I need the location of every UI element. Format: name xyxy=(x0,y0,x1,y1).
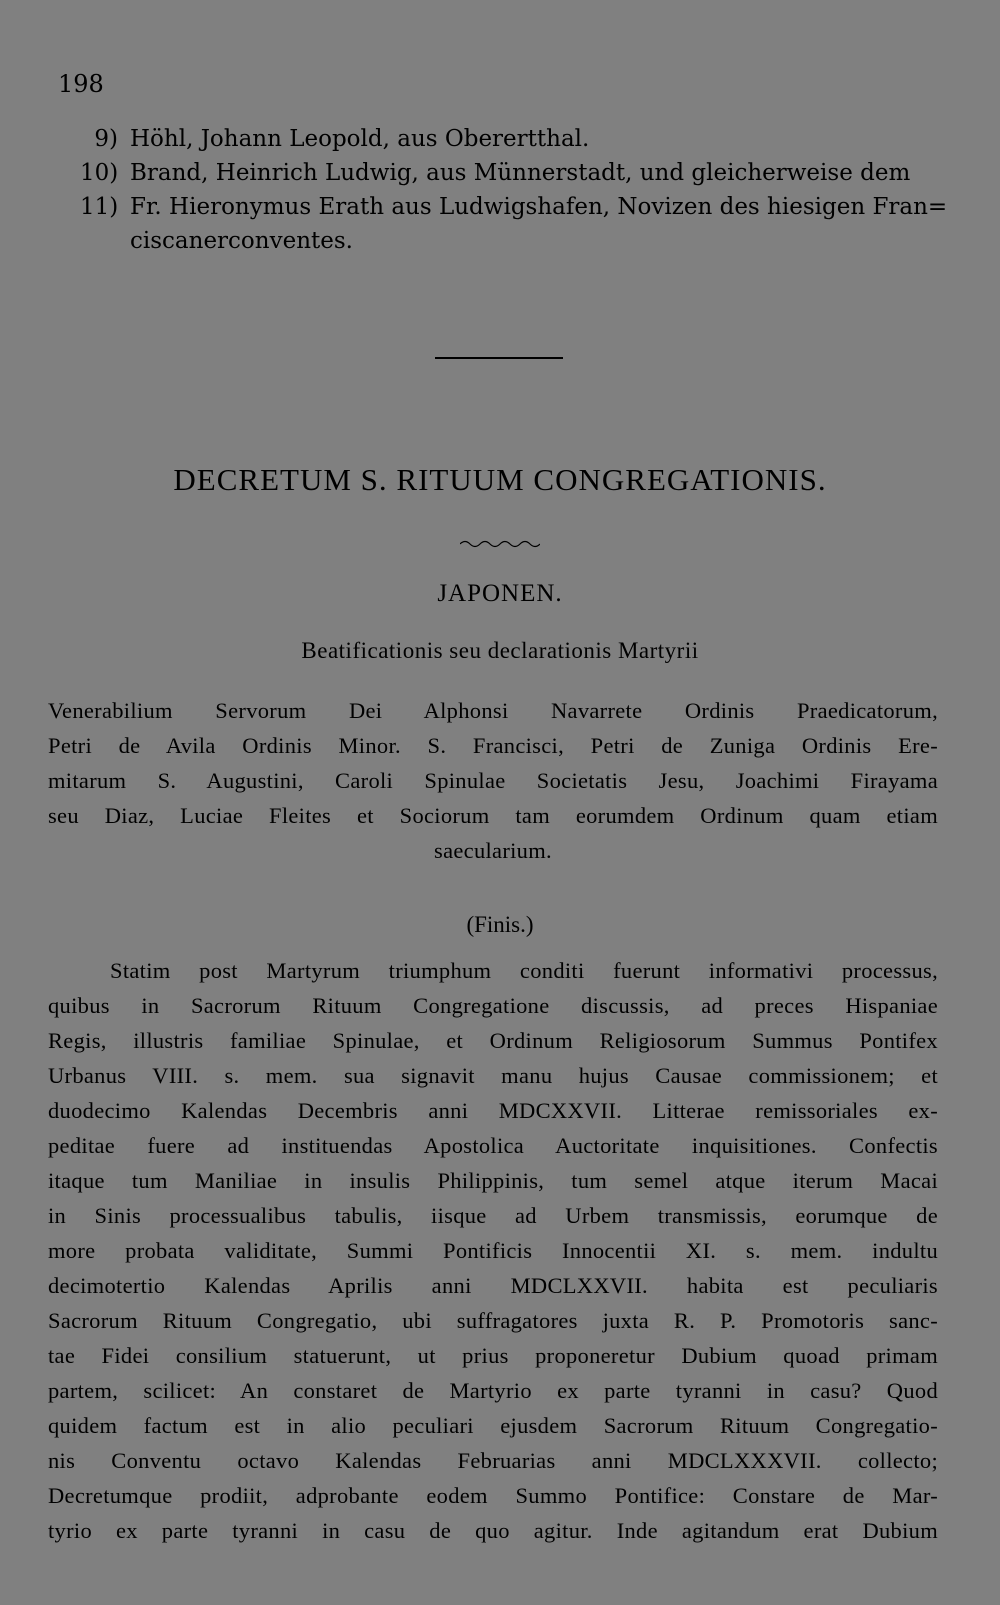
body-line: duodecimo Kalendas Decembris anni MDCXXVII. Litterae remissoriales ex- xyxy=(48,1098,938,1123)
section-divider xyxy=(435,357,563,359)
list-item xyxy=(80,190,948,224)
list-item-number: 11) xyxy=(80,194,119,220)
names-line: saecularium. xyxy=(434,838,552,863)
names-line: seu Diaz, Luciae Fleites et Sociorum tam eorumdem Ordinum quam etiam xyxy=(48,803,938,828)
body-line: Regis, illustris familiae Spinulae, et Ordinum Religiosorum Summus Pontifex xyxy=(48,1028,938,1053)
finis-label: (Finis.) xyxy=(466,912,534,937)
body-line: in Sinis processualibus tabulis, iisque ad Urbem transmissis, eorumque de xyxy=(48,1203,938,1228)
fraktur-list xyxy=(80,122,948,258)
body-line: Urbanus VIII. s. mem. sua signavit manu hujus Causae commissionem; et xyxy=(48,1063,938,1088)
names-block xyxy=(48,693,938,868)
list-item-text: Höhl, Johann Leopold, aus Oberertthal. xyxy=(130,126,590,152)
decree-title: DECRETUM S. RITUUM CONGREGATIONIS. xyxy=(173,462,827,497)
body-line: tyrio ex parte tyranni in casu de quo agitur. Inde agitandum erat Dubium xyxy=(48,1518,938,1543)
body-line: tae Fidei consilium statuerunt, ut prius proponeretur Dubium quoad primam xyxy=(48,1343,938,1368)
body-line: peditae fuere ad instituendas Apostolica Auctoritate inquisitiones. Confectis xyxy=(48,1133,938,1158)
body-line: quibus in Sacrorum Rituum Congregatione discussis, ad preces Hispaniae xyxy=(48,993,938,1018)
body-line: Statim post Martyrum triumphum conditi fuerunt informativi processus, xyxy=(110,958,938,983)
body-line: decimotertio Kalendas Aprilis anni MDCLXXVII. habita est peculiaris xyxy=(48,1273,938,1298)
list-item-number: 10) xyxy=(80,160,119,186)
list-item xyxy=(80,156,920,190)
body-line: more probata validitate, Summi Pontificis Innocentii XI. s. mem. indultu xyxy=(48,1238,938,1263)
list-item-text: Fr. Hieronymus Erath aus Ludwigshafen, Novizen des hiesigen Fran= xyxy=(130,194,948,220)
list-item-text: Brand, Heinrich Ludwig, aus Münnerstadt, und gleicherweise dem xyxy=(130,160,911,186)
body-line: quidem factum est in alio peculiari ejusdem Sacrorum Rituum Congregatio- xyxy=(48,1413,938,1438)
body-line: Sacrorum Rituum Congregatio, ubi suffragatores juxta R. P. Promotoris sanc- xyxy=(48,1308,938,1333)
names-line: Venerabilium Servorum Dei Alphonsi Navarrete Ordinis Praedicatorum, xyxy=(48,698,938,723)
list-item-continuation: ciscanerconventes. xyxy=(130,228,353,254)
body-line: nis Conventu octavo Kalendas Februarias anni MDCLXXXVII. collecto; xyxy=(48,1448,938,1473)
body-line: Decretumque prodiit, adprobante eodem Summo Pontifice: Constare de Mar- xyxy=(48,1483,938,1508)
list-item xyxy=(80,122,920,156)
body-line: itaque tum Maniliae in insulis Philippinis, tum semel atque iterum Macai xyxy=(48,1168,938,1193)
body-line: partem, scilicet: An constaret de Martyrio ex parte tyranni in casu? Quod xyxy=(48,1378,938,1403)
names-line: mitarum S. Augustini, Caroli Spinulae Societatis Jesu, Joachimi Firayama xyxy=(48,768,938,793)
names-line: Petri de Avila Ordinis Minor. S. Francisci, Petri de Zuniga Ordinis Ere- xyxy=(48,733,938,758)
decree-subject: Beatificationis seu declarationis Martyrii xyxy=(301,638,699,663)
page-number: 198 xyxy=(58,70,104,98)
decree-subtitle: JAPONEN. xyxy=(437,580,563,607)
list-item-number: 9) xyxy=(94,126,118,152)
body-text xyxy=(48,953,938,1548)
ornament-divider xyxy=(460,538,540,548)
